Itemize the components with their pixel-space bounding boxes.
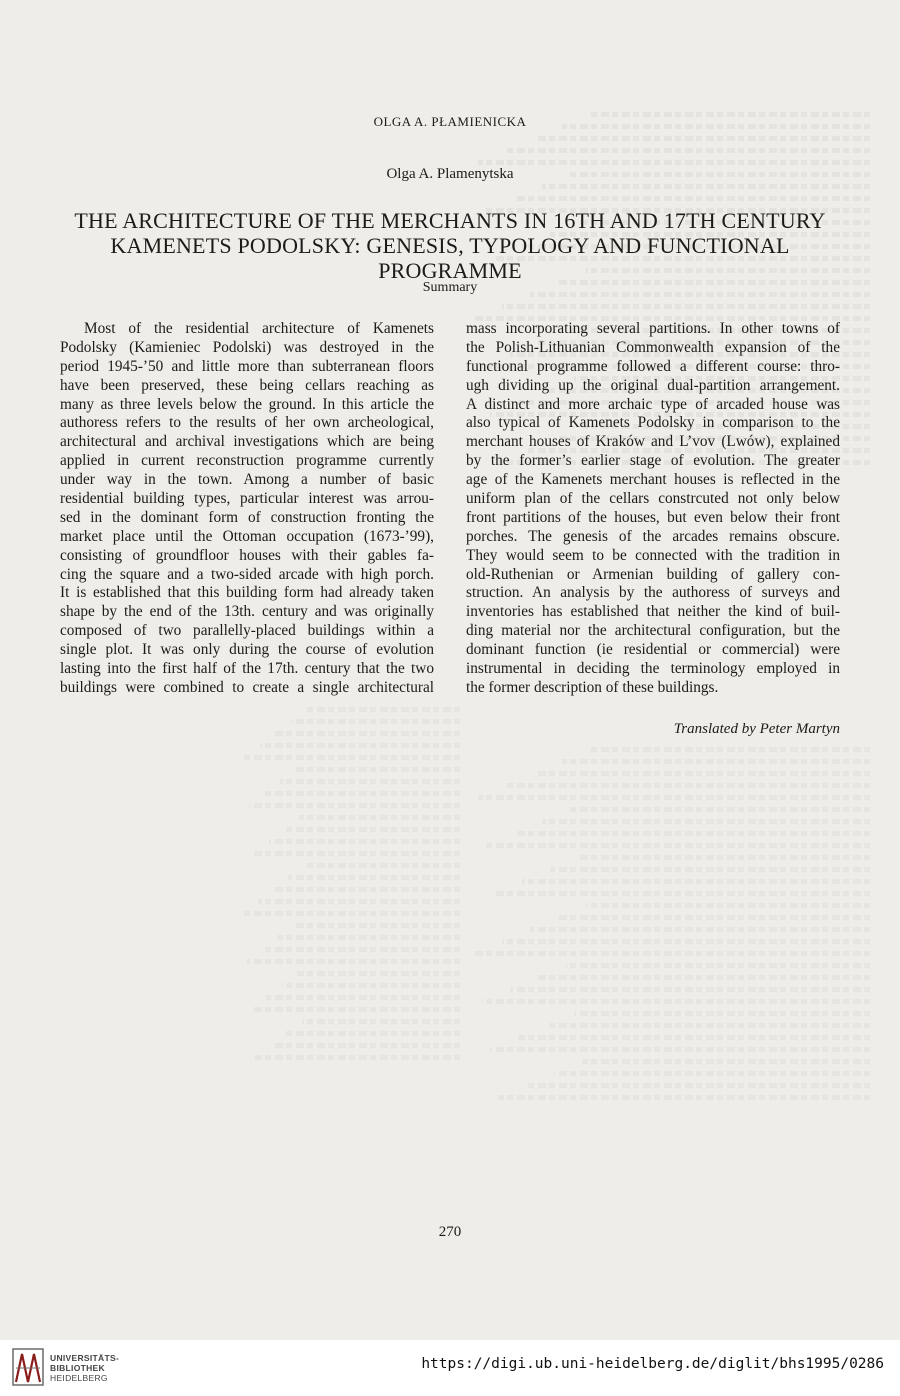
- bleed-line: [258, 899, 460, 904]
- text-line: lasting into the first half of the 17th. century that the two: [60, 660, 434, 678]
- text-line: ding material nor the architectural configuration, but the: [466, 622, 840, 640]
- text-line: buildings were combined to create a single architectural: [60, 678, 434, 696]
- bleed-line: [502, 304, 870, 309]
- text-line: composed of two parallelly-placed buildings within a: [60, 622, 434, 640]
- bleed-line: [550, 867, 870, 872]
- text-line: uniform plan of the cellars constrcuted not only below: [466, 490, 840, 508]
- text-line: ugh dividing up the original dual-partition arrangement.: [466, 376, 840, 394]
- text-line: market place until the Ottoman occupation (1673-’99),: [60, 527, 434, 545]
- text-line: applied in current reconstruction programme currently: [60, 452, 434, 470]
- bleed-line: [478, 160, 870, 165]
- bleed-line: [302, 1019, 460, 1024]
- bleed-line: [482, 999, 870, 1004]
- text-line: architectural and archival investigations which are being: [60, 433, 434, 451]
- right-text-column: [466, 320, 840, 698]
- bleed-line: [542, 184, 870, 189]
- summary-label: Summary: [422, 280, 478, 295]
- bleed-line: [514, 196, 870, 201]
- text-line: age of the Kamenets merchant houses is reflected in the: [466, 471, 840, 489]
- text-line: consisting of groundfloor houses with their gables fa-: [60, 546, 434, 564]
- text-line: sed in the dominant form of construction fronting the: [60, 508, 434, 526]
- bleed-line: [297, 971, 460, 976]
- bleed-line: [242, 911, 460, 916]
- bleed-line: [518, 1035, 870, 1040]
- bleed-line: [546, 1023, 870, 1028]
- bleed-line: [578, 855, 870, 860]
- text-line: Podolsky (Kamieniec Podolski) was destroyed in the: [60, 338, 434, 356]
- bleed-line: [293, 923, 460, 928]
- article-title: [50, 208, 850, 283]
- permalink-url[interactable]: https://digi.ub.uni-heidelberg.de/diglit/bhs1995/0286: [421, 1356, 884, 1372]
- bleed-line: [534, 136, 870, 141]
- bleed-line: [570, 807, 870, 812]
- bleed-line: [269, 839, 460, 844]
- bleed-line: [249, 803, 460, 808]
- bleed-line: [498, 1095, 870, 1100]
- text-line: porches. The genesis of the arcades remains obscure.: [466, 527, 840, 545]
- bleed-line: [510, 987, 870, 992]
- bleed-line: [542, 819, 870, 824]
- bleed-line: [574, 1011, 870, 1016]
- bleed-line: [586, 903, 870, 908]
- bleed-line: [502, 939, 870, 944]
- bleed-line: [554, 1071, 870, 1076]
- bleed-line: [562, 759, 870, 764]
- bleed-line: [538, 975, 870, 980]
- bleed-line: [280, 779, 460, 784]
- bleed-line: [514, 831, 870, 836]
- bleed-line: [266, 995, 460, 1000]
- text-line: They would seem to be connected with the tradition in: [466, 546, 840, 564]
- text-line: functional programme followed a different course: thro-: [466, 357, 840, 375]
- bleed-line: [582, 1059, 870, 1064]
- text-line: struction. An analysis by the authoress of surveys and: [466, 584, 840, 602]
- bleed-line: [566, 963, 870, 968]
- text-line: shape by the end of the 13th. century and was originally: [60, 603, 434, 621]
- bleed-line: [478, 795, 870, 800]
- bleed-line: [288, 875, 460, 880]
- text-line: under way in the town. Among a number of basic: [60, 471, 434, 489]
- bleed-line: [282, 983, 460, 988]
- university-library-logo[interactable]: [12, 1346, 122, 1390]
- left-text-column: [60, 320, 434, 698]
- title-line: THE ARCHITECTURE OF THE MERCHANTS IN 16TH AND 17TH CENTURY: [74, 208, 826, 233]
- text-line: by the former’s earlier stage of evolution. The greater: [466, 452, 840, 470]
- bleed-line: [255, 1055, 460, 1060]
- text-line: cing the square and a two-sided arcade with high porch.: [60, 565, 434, 583]
- viewer-footer: [0, 1340, 900, 1396]
- bleed-line: [490, 1047, 870, 1052]
- bleed-line: [494, 891, 870, 896]
- text-line: inventories has established that neither the kind of buil-: [466, 603, 840, 621]
- text-line: many as three levels below the ground. In this article the: [60, 395, 434, 413]
- bleed-line: [264, 791, 460, 796]
- text-line: also typical of Kamenets Podolsky in comparison to the: [466, 414, 840, 432]
- text-line: A distinct and more archaic type of arcaded house was: [466, 395, 840, 413]
- logo-line: HEIDELBERG: [50, 1373, 108, 1383]
- text-line: single plot. It was only during the course of evolution: [60, 641, 434, 659]
- bleed-line: [590, 747, 870, 752]
- text-line: mass incorporating several partitions. In other towns of: [466, 320, 840, 337]
- text-line: Most of the residential architecture of Kamenets: [84, 320, 434, 337]
- bleed-line: [534, 771, 870, 776]
- translator-credit: Translated by Peter Martyn: [673, 721, 840, 737]
- text-line: authoress refers to the results of her own archeological,: [60, 414, 434, 432]
- bleed-line: [284, 827, 460, 832]
- text-line: period 1945-’50 and little more than subterranean floors: [60, 357, 434, 375]
- title-line: KAMENETS PODOLSKY: GENESIS, TYPOLOGY AND FUNCTIONAL: [110, 233, 790, 258]
- text-line: have been preserved, these being cellars reaching as: [60, 376, 434, 394]
- text-line: front partitions of the houses, but even below their front: [466, 508, 840, 526]
- text-line: instrumental in deciding the terminology employed in: [466, 660, 840, 678]
- bleed-line: [260, 743, 460, 748]
- bleed-line: [291, 719, 460, 724]
- bleed-line: [295, 767, 460, 772]
- bleed-line: [286, 1031, 460, 1036]
- bleed-line: [530, 927, 870, 932]
- page-number: 270: [438, 1224, 462, 1240]
- bleed-line: [522, 879, 870, 884]
- logo-line: BIBLIOTHEK: [50, 1363, 105, 1373]
- bleed-line: [277, 935, 460, 940]
- text-line: dominant function (ie residential or commercial) were: [466, 641, 840, 659]
- bleed-line: [251, 1007, 460, 1012]
- bleed-line: [306, 707, 460, 712]
- text-line: the Polish-Lithuanian Commonwealth expansion of the: [466, 338, 840, 356]
- bleed-line: [506, 783, 870, 788]
- bleed-line: [474, 951, 870, 956]
- bleed-line: [244, 755, 460, 760]
- bleed-line: [486, 843, 870, 848]
- bleed-line: [271, 1043, 460, 1048]
- text-line: It is established that this building form had already taken: [60, 584, 434, 602]
- bleed-line: [299, 815, 460, 820]
- author-name: Olga A. Plamenytska: [386, 166, 514, 182]
- logo-line: UNIVERSITÄTS-: [50, 1353, 120, 1363]
- bleed-line: [558, 915, 870, 920]
- text-line: the former description of these buildings.: [466, 678, 719, 696]
- text-line: residential building types, particular interest was arrou-: [60, 490, 434, 508]
- library-name: [50, 1353, 119, 1383]
- title-line: PROGRAMME: [378, 258, 522, 283]
- library-emblem-icon: [12, 1348, 44, 1386]
- text-line: merchant houses of Kraków and L’vov (Lwów), explained: [466, 433, 840, 451]
- bleed-line: [247, 959, 460, 964]
- bleed-line: [273, 887, 460, 892]
- bleed-line: [506, 148, 870, 153]
- bleed-through-texture: [240, 700, 460, 1260]
- bleed-line: [304, 863, 460, 868]
- bleed-line: [275, 731, 460, 736]
- bleed-line: [262, 947, 460, 952]
- bleed-through-texture: [470, 740, 870, 1210]
- text-line: old-Ruthenian or Armenian building of gallery con-: [466, 565, 840, 583]
- bleed-line: [526, 1083, 870, 1088]
- running-head: OLGA A. PŁAMIENICKA: [373, 114, 527, 129]
- bleed-line: [253, 851, 460, 856]
